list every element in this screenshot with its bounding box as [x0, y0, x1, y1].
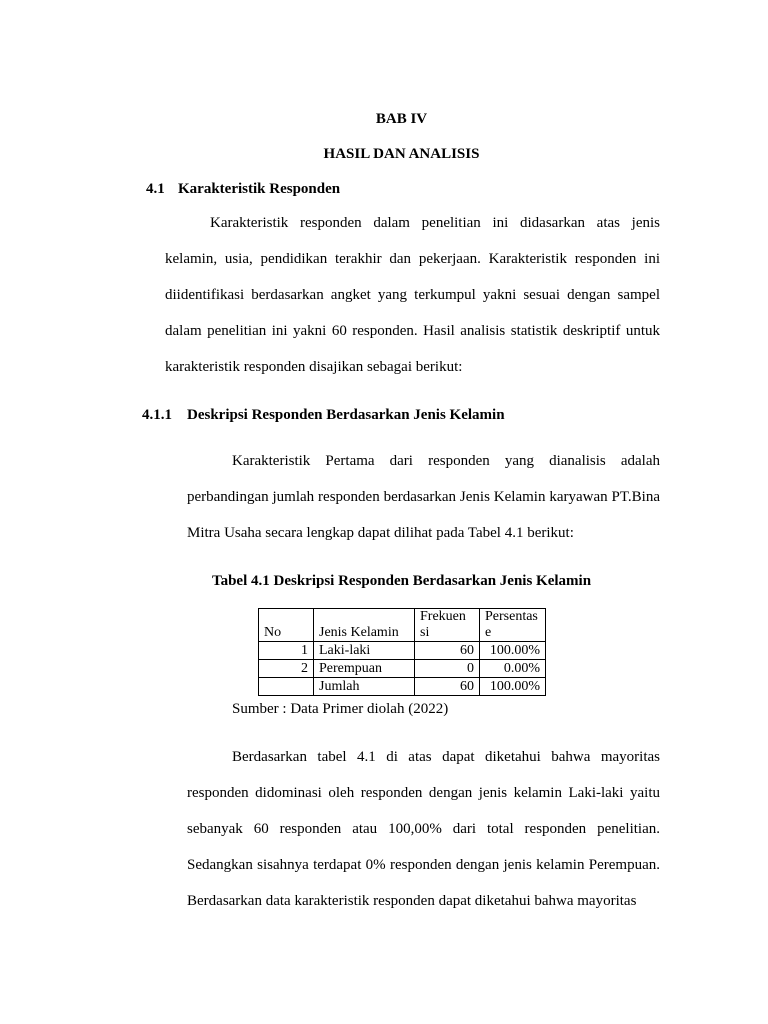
subsection-title: Deskripsi Responden Berdasarkan Jenis Kelamin — [187, 407, 505, 423]
table-row — [259, 642, 546, 660]
cell-frekuensi: 60 — [415, 642, 480, 660]
cell-jenis-kelamin: Perempuan — [314, 660, 415, 678]
table-row-total — [259, 678, 546, 696]
section-4-1-1-analysis-paragraph: Berdasarkan tabel 4.1 di atas dapat diketahui bahwa mayoritas responden didominasi oleh responden dengan jenis kelamin Laki-laki yaitu sebanyak 60 responden atau 100,00% dari total responden penelitian. Sedangkan sisahnya terdapat 0% responden dengan jenis kelamin Perempuan. Berdasarkan data karakteristik responden dapat diketahui bahwa mayoritas — [187, 749, 660, 909]
header-persentase-line2: e — [485, 625, 492, 640]
cell-jenis-kelamin: Laki-laki — [314, 642, 415, 660]
section-title: Karakteristik Responden — [178, 181, 341, 197]
table-caption: Tabel 4.1 Deskripsi Responden Berdasarkan Jenis Kelamin — [211, 573, 592, 589]
cell-no: 1 — [259, 642, 314, 660]
cell-jenis-kelamin: Jumlah — [314, 678, 415, 696]
cell-frekuensi: 0 — [415, 660, 480, 678]
cell-persentase: 100.00% — [480, 678, 546, 696]
cell-no — [259, 678, 314, 696]
section-heading-4-1 — [146, 180, 340, 198]
subsection-number: 4.1.1 — [142, 407, 172, 423]
chapter-title: BAB IV — [375, 111, 428, 127]
header-no: No — [259, 609, 314, 642]
header-persentase-line1: Persentas — [485, 609, 538, 624]
section-heading-4-1-1 — [142, 406, 505, 424]
cell-no: 2 — [259, 660, 314, 678]
cell-persentase: 0.00% — [480, 660, 546, 678]
header-frekuensi — [415, 609, 480, 642]
table-source: Sumber : Data Primer diolah (2022) — [232, 701, 449, 717]
table-row — [259, 660, 546, 678]
header-jenis-kelamin: Jenis Kelamin — [314, 609, 415, 642]
header-persentase — [480, 609, 546, 642]
gender-table — [258, 608, 546, 696]
chapter-subtitle: HASIL DAN ANALISIS — [323, 146, 480, 162]
section-number: 4.1 — [146, 181, 165, 197]
cell-persentase: 100.00% — [480, 642, 546, 660]
section-4-1-1-intro-paragraph: Karakteristik Pertama dari responden yang dianalisis adalah perbandingan jumlah responden berdasarkan Jenis Kelamin karyawan PT.Bina Mitra Usaha secara lengkap dapat dilihat pada Tabel 4.1 berikut: — [187, 453, 660, 541]
header-frekuensi-line2: si — [420, 625, 430, 640]
section-4-1-paragraph: Karakteristik responden dalam penelitian ini didasarkan atas jenis kelamin, usia, pendidikan terakhir dan pekerjaan. Karakteristik responden ini diidentifikasi berdasarkan angket yang terkumpul yakni sesuai dengan sampel dalam penelitian ini yakni 60 responden. Hasil analisis statistik deskriptif untuk karakteristik responden disajikan sebagai berikut: — [165, 215, 660, 375]
header-frekuensi-line1: Frekuen — [420, 609, 466, 624]
cell-frekuensi: 60 — [415, 678, 480, 696]
table-header-row — [259, 609, 546, 642]
